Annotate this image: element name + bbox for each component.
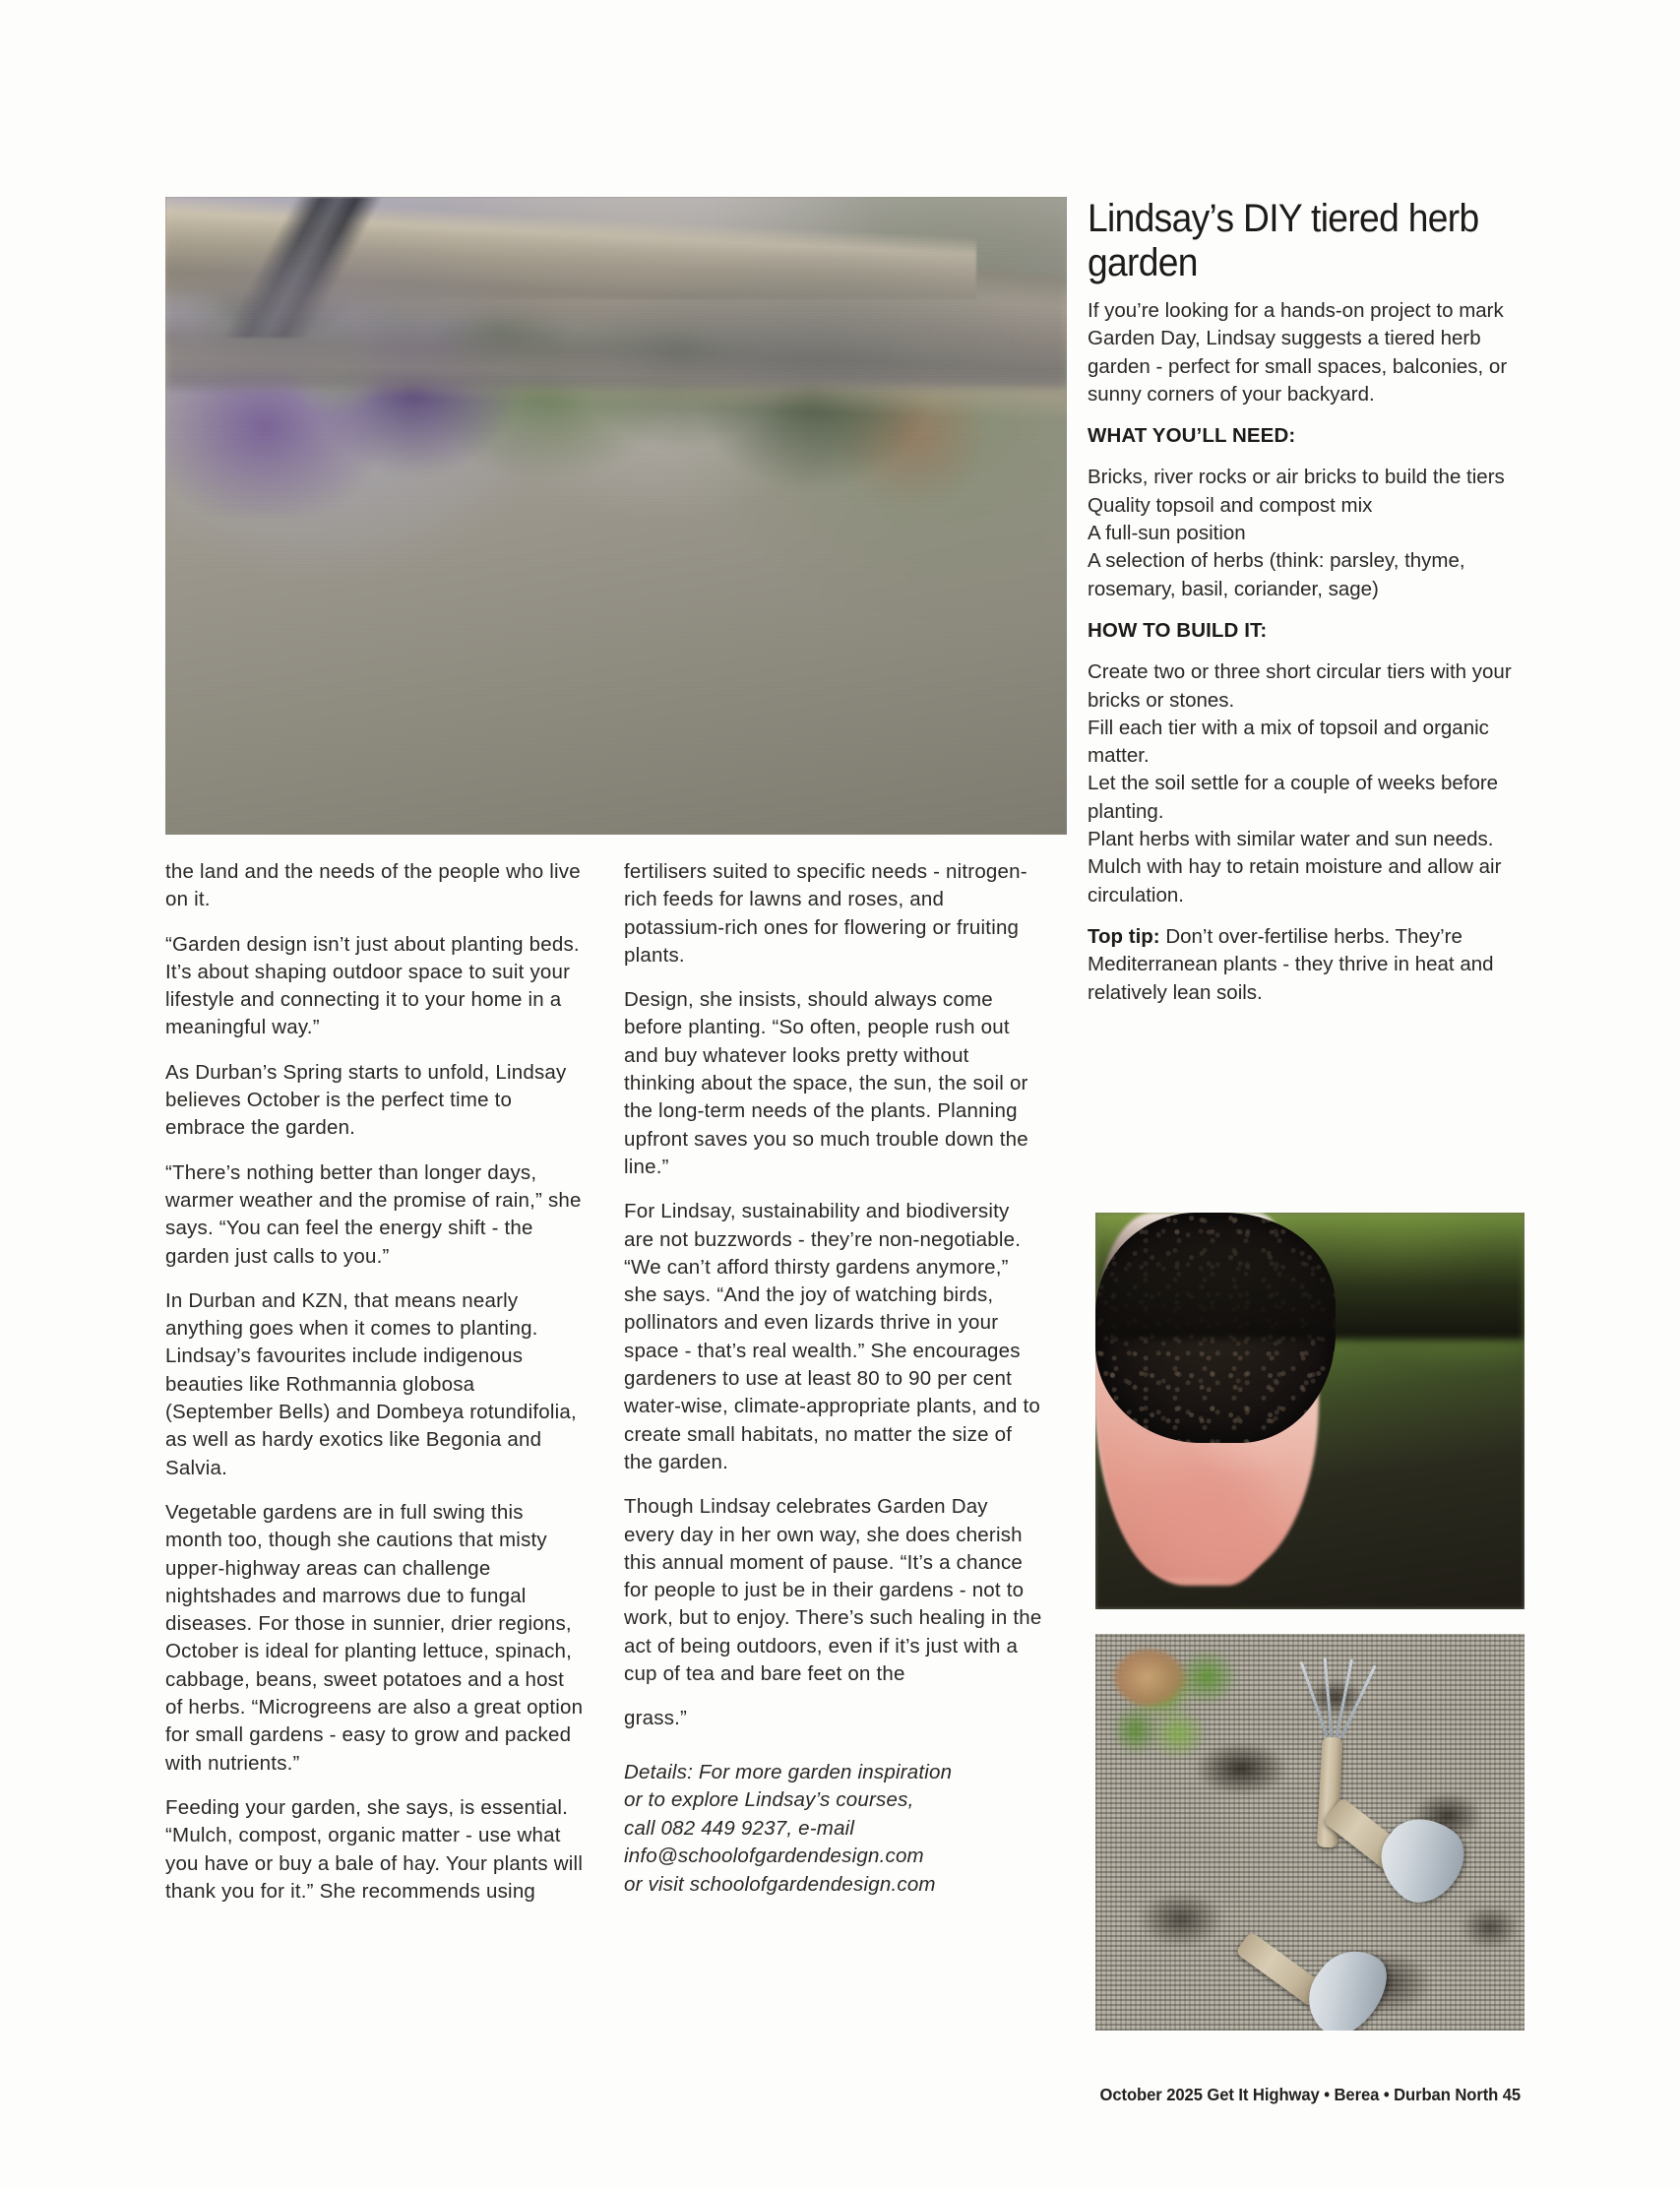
article-paragraph: “Garden design isn’t just about planting beds. It’s about shaping outdoor space to suit your lifestyle and connecting it to your home in a meaningful way.” bbox=[165, 932, 580, 1039]
sidebar-needs-list bbox=[1088, 464, 1527, 602]
sidebar-build-item: Plant herbs with similar water and sun needs. bbox=[1088, 828, 1494, 851]
sidebar-title: Lindsay’s DIY tiered herb garden bbox=[1088, 197, 1479, 284]
sidebar-build-item: Let the soil settle for a couple of weeks before planting. bbox=[1088, 772, 1499, 823]
article-paragraph: “There’s nothing better than longer days, warmer weather and the promise of rain,” she says. “You can feel the energy shift - the garden just calls to you.” bbox=[165, 1160, 582, 1268]
details-email-line: info@schoolofgardendesign.com bbox=[624, 1845, 924, 1868]
page-footer: October 2025 Get It Highway • Berea • Durban North 45 bbox=[1099, 2085, 1521, 2104]
sidebar-needs-heading: WHAT YOU’LL NEED: bbox=[1088, 424, 1296, 448]
sidebar-build-heading: HOW TO BUILD IT: bbox=[1088, 618, 1268, 642]
sidebar-tip-label: Top tip: bbox=[1088, 924, 1160, 948]
article-paragraph: grass.” bbox=[624, 1707, 688, 1730]
sidebar-needs-item: A selection of herbs (think: parsley, thyme, rosemary, basil, coriander, sage) bbox=[1088, 549, 1465, 600]
hero-grain-overlay bbox=[165, 197, 1067, 835]
rake-tine bbox=[1335, 1659, 1352, 1738]
tools-photo-pot-lower bbox=[1095, 1634, 1199, 1721]
sidebar-body bbox=[1088, 297, 1527, 1007]
sidebar-tip-text: Don’t over-fertilise herbs. They’re Mediterranean plants - they thrive in heat and relatively lean soils. bbox=[1088, 924, 1494, 1004]
article-paragraph: Vegetable gardens are in full swing this month too, though she cautions that misty upper-highway areas can challenge nightshades and marrows due to fungal diseases. For those in sunnier, drier regions, October is ideal for planting lettuce, spinach, cabbage, beans, sweet potatoes and a host of herbs. “Microgreens are also a great option for small gardens - easy to grow and packed with nutrients.” bbox=[165, 1500, 584, 1775]
sidebar-diy-herb-garden bbox=[1088, 197, 1527, 1021]
sidebar-build-item: Mulch with hay to retain moisture and allow air circulation. bbox=[1088, 855, 1502, 907]
sidebar-intro: If you’re looking for a hands-on project to mark Garden Day, Lindsay suggests a tiered herb garden - perfect for small spaces, balconies, or sunny corners of your backyard. bbox=[1088, 299, 1508, 406]
details-line: or to explore Lindsay’s courses, bbox=[624, 1788, 914, 1812]
sidebar-build-item: Create two or three short circular tiers with your bricks or stones. bbox=[1088, 660, 1512, 712]
sidebar-build-item: Fill each tier with a mix of topsoil and organic matter. bbox=[1088, 716, 1489, 768]
article-paragraph: As Durban’s Spring starts to unfold, Lindsay believes October is the perfect time to embrace the garden. bbox=[165, 1060, 567, 1140]
details-line: call 082 449 9237, e-mail bbox=[624, 1816, 855, 1840]
article-paragraph: fertilisers suited to specific needs - nitrogen-rich feeds for lawns and roses, and potassium-rich ones for flowering or fruiting plants. bbox=[624, 860, 1027, 967]
article-paragraph: Though Lindsay celebrates Garden Day every day in her own way, she does cherish this annual moment of pause. “It’s a chance for people to just be in their gardens - not to work, but to enjoy. There’s such healing in the act of being outdoors, even if it’s just with a cup of tea and bare feet on the bbox=[624, 1495, 1042, 1686]
article-paragraph: For Lindsay, sustainability and biodiversity are not buzzwords - they’re non-negotiable. “We can’t afford thirsty gardens anymore,” she says. “And the joy of watching birds, pollinators and even lizards thrive in your space - that’s real wealth.” She encourages gardeners to use at least 80 to 90 per cent water-wise, climate-appropriate plants, and to create small habitats, no matter the size of the garden. bbox=[624, 1200, 1041, 1473]
article-column-2 bbox=[624, 858, 1042, 1899]
sidebar-needs-item: Bricks, river rocks or air bricks to build the tiers bbox=[1088, 466, 1505, 489]
article-details-block bbox=[624, 1759, 1042, 1900]
details-line: Details: For more garden inspiration bbox=[624, 1760, 953, 1783]
hero-photo-harvest-trug bbox=[165, 197, 1067, 835]
article-paragraph: Design, she insists, should always come before planting. “So often, people rush out and buy whatever looks pretty without thinking about the space, the sun, the soil or the long-term needs of the plants. Planning upfront saves you so much trouble down the line.” bbox=[624, 988, 1028, 1178]
article-paragraph: In Durban and KZN, that means nearly anything goes when it comes to planting. Lindsay’s favourites include indigenous beauties like Rothmannia globosa (September Bells) and Dombeya rotundifolia, as well as hardy exotics like Begonia and Salvia. bbox=[165, 1288, 577, 1479]
compost-photo-foreground-shadow bbox=[1095, 1213, 1524, 1340]
sidebar-needs-item: Quality topsoil and compost mix bbox=[1088, 493, 1373, 517]
article-paragraph: the land and the needs of the people who live on it. bbox=[165, 860, 581, 911]
article-paragraph: Feeding your garden, she says, is essential. “Mulch, compost, organic matter - use what you have or buy a bale of hay. Your plants will thank you for it.” She recommends using bbox=[165, 1795, 584, 1903]
trowel-blade bbox=[1364, 1801, 1478, 1916]
sidebar-needs-item: A full-sun position bbox=[1088, 522, 1246, 545]
details-website-line: or visit schoolofgardendesign.com bbox=[624, 1872, 936, 1896]
sidebar-photo-compost-in-gloved-hands bbox=[1095, 1213, 1524, 1609]
sidebar-build-list bbox=[1088, 658, 1527, 909]
article-column-1 bbox=[165, 858, 584, 1906]
sidebar-top-tip bbox=[1088, 923, 1527, 1007]
sidebar-photo-garden-hand-tools bbox=[1095, 1634, 1524, 2031]
